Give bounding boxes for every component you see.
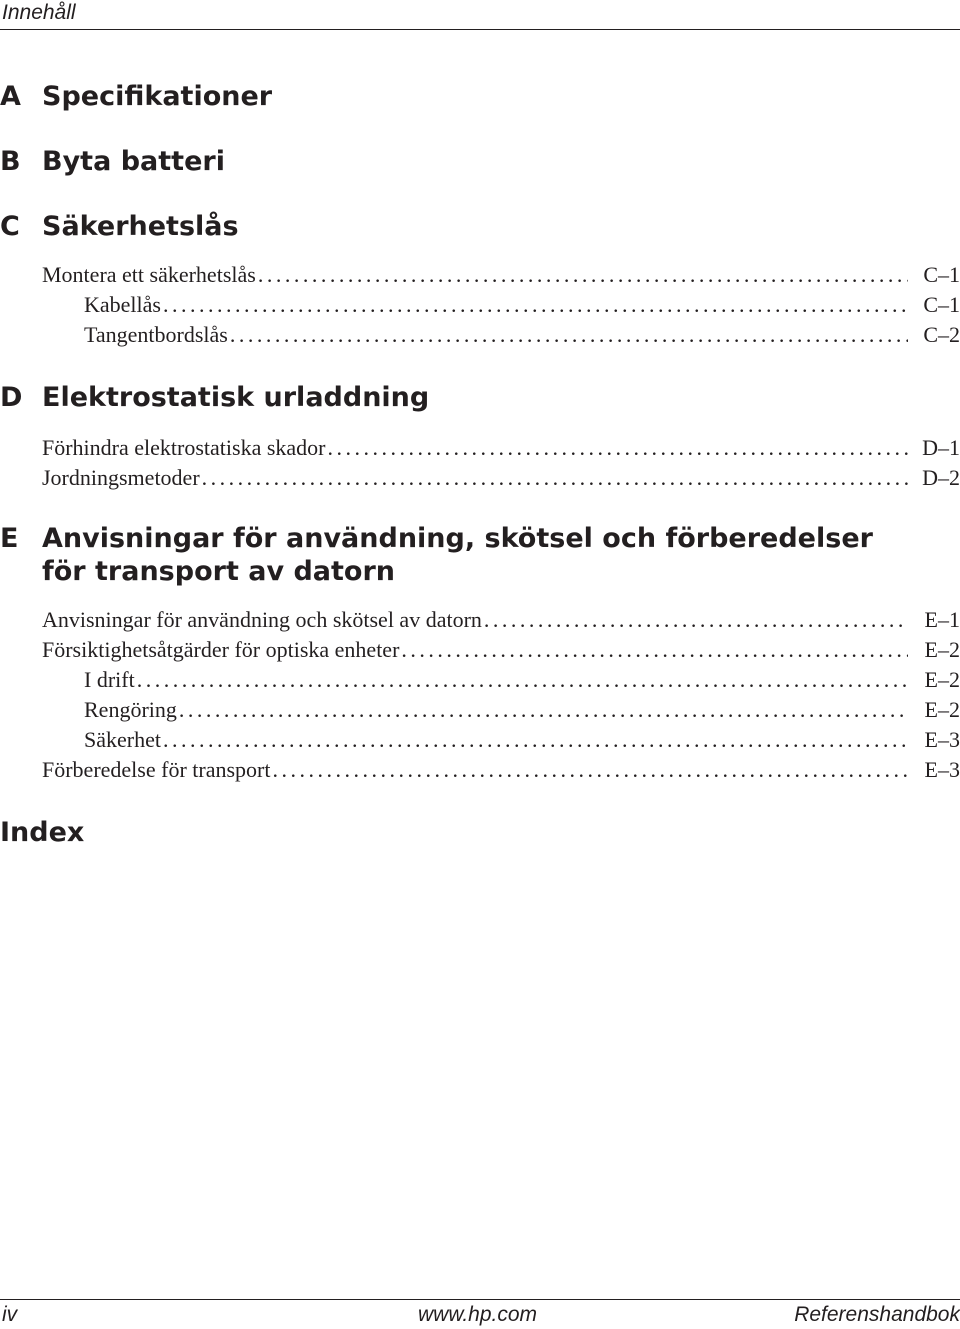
chapter-letter: D — [0, 382, 23, 413]
chapter-letter: A — [0, 81, 21, 112]
toc-entry[interactable] — [84, 665, 960, 695]
toc-page-ref: E–3 — [924, 757, 960, 782]
toc-entry[interactable] — [42, 755, 960, 785]
dot-leader — [202, 463, 908, 493]
dot-leader — [179, 695, 908, 725]
footer-rule — [0, 1299, 960, 1300]
chapter-title-line-1: Anvisningar för användning, skötsel och förberedelser — [42, 523, 873, 554]
footer-book-title: Referenshandbok — [794, 1303, 960, 1326]
toc-entry-text: Anvisningar för användning och skötsel av datorn — [42, 607, 482, 632]
dot-leader — [272, 755, 908, 785]
toc-entry-text: I drift — [84, 667, 135, 692]
toc-page-ref: D–1 — [922, 435, 960, 460]
chapter-title: Specifikationer — [42, 81, 273, 112]
dot-leader — [137, 665, 908, 695]
dot-leader — [163, 290, 908, 320]
toc-page-ref: E–2 — [924, 697, 960, 722]
toc-page-ref: E–2 — [924, 667, 960, 692]
footer-url: www.hp.com — [418, 1303, 538, 1326]
running-header-title: Innehåll — [2, 1, 76, 24]
chapter-title: Byta batteri — [42, 146, 225, 177]
dot-leader — [230, 320, 908, 350]
toc-page-ref: E–3 — [924, 727, 960, 752]
toc-entry[interactable] — [42, 635, 960, 665]
toc-entry[interactable] — [42, 433, 960, 463]
toc-entry-text: Förberedelse för transport — [42, 757, 271, 782]
chapter-letter: B — [0, 146, 21, 177]
chapter-title: Säkerhetslås — [42, 211, 239, 242]
chapter-letter: C — [0, 211, 20, 242]
toc-entry[interactable] — [84, 320, 960, 350]
toc-entry[interactable] — [84, 695, 960, 725]
toc-entry-text: Montera ett säkerhetslås — [42, 262, 256, 287]
toc-entry-text: Rengöring — [84, 697, 177, 722]
dot-leader — [163, 725, 908, 755]
toc-entry-text: Kabellås — [84, 292, 161, 317]
index-heading[interactable]: Index — [0, 817, 85, 848]
dot-leader — [401, 635, 908, 665]
toc-page-ref: D–2 — [922, 465, 960, 490]
dot-leader — [328, 433, 909, 463]
chapter-title: Elektrostatisk urladdning — [42, 382, 430, 413]
toc-page-ref: C–1 — [923, 292, 960, 317]
toc-page-ref: E–2 — [924, 637, 960, 662]
dot-leader — [258, 260, 908, 290]
toc-entry-text: Tangentbordslås — [84, 322, 228, 347]
footer-page-number: iv — [2, 1303, 18, 1326]
dot-leader — [484, 605, 908, 635]
toc-entry[interactable] — [84, 290, 960, 320]
toc-page-ref: C–2 — [923, 322, 960, 347]
toc-entry[interactable] — [84, 725, 960, 755]
toc-entry[interactable] — [42, 260, 960, 290]
chapter-title-line-2: för transport av datorn — [42, 556, 396, 587]
toc-entry-text: Säkerhet — [84, 727, 161, 752]
toc-page-ref: E–1 — [924, 607, 960, 632]
toc-entry-text: Försiktighetsåtgärder för optiska enheter — [42, 637, 400, 662]
toc-page-ref: C–1 — [923, 262, 960, 287]
toc-entry[interactable] — [42, 463, 960, 493]
chapter-letter: E — [0, 523, 19, 554]
toc-entry[interactable] — [42, 605, 960, 635]
header-rule — [0, 29, 960, 30]
toc-entry-text: Jordningsmetoder — [42, 465, 200, 490]
toc-entry-text: Förhindra elektrostatiska skador — [42, 435, 326, 460]
